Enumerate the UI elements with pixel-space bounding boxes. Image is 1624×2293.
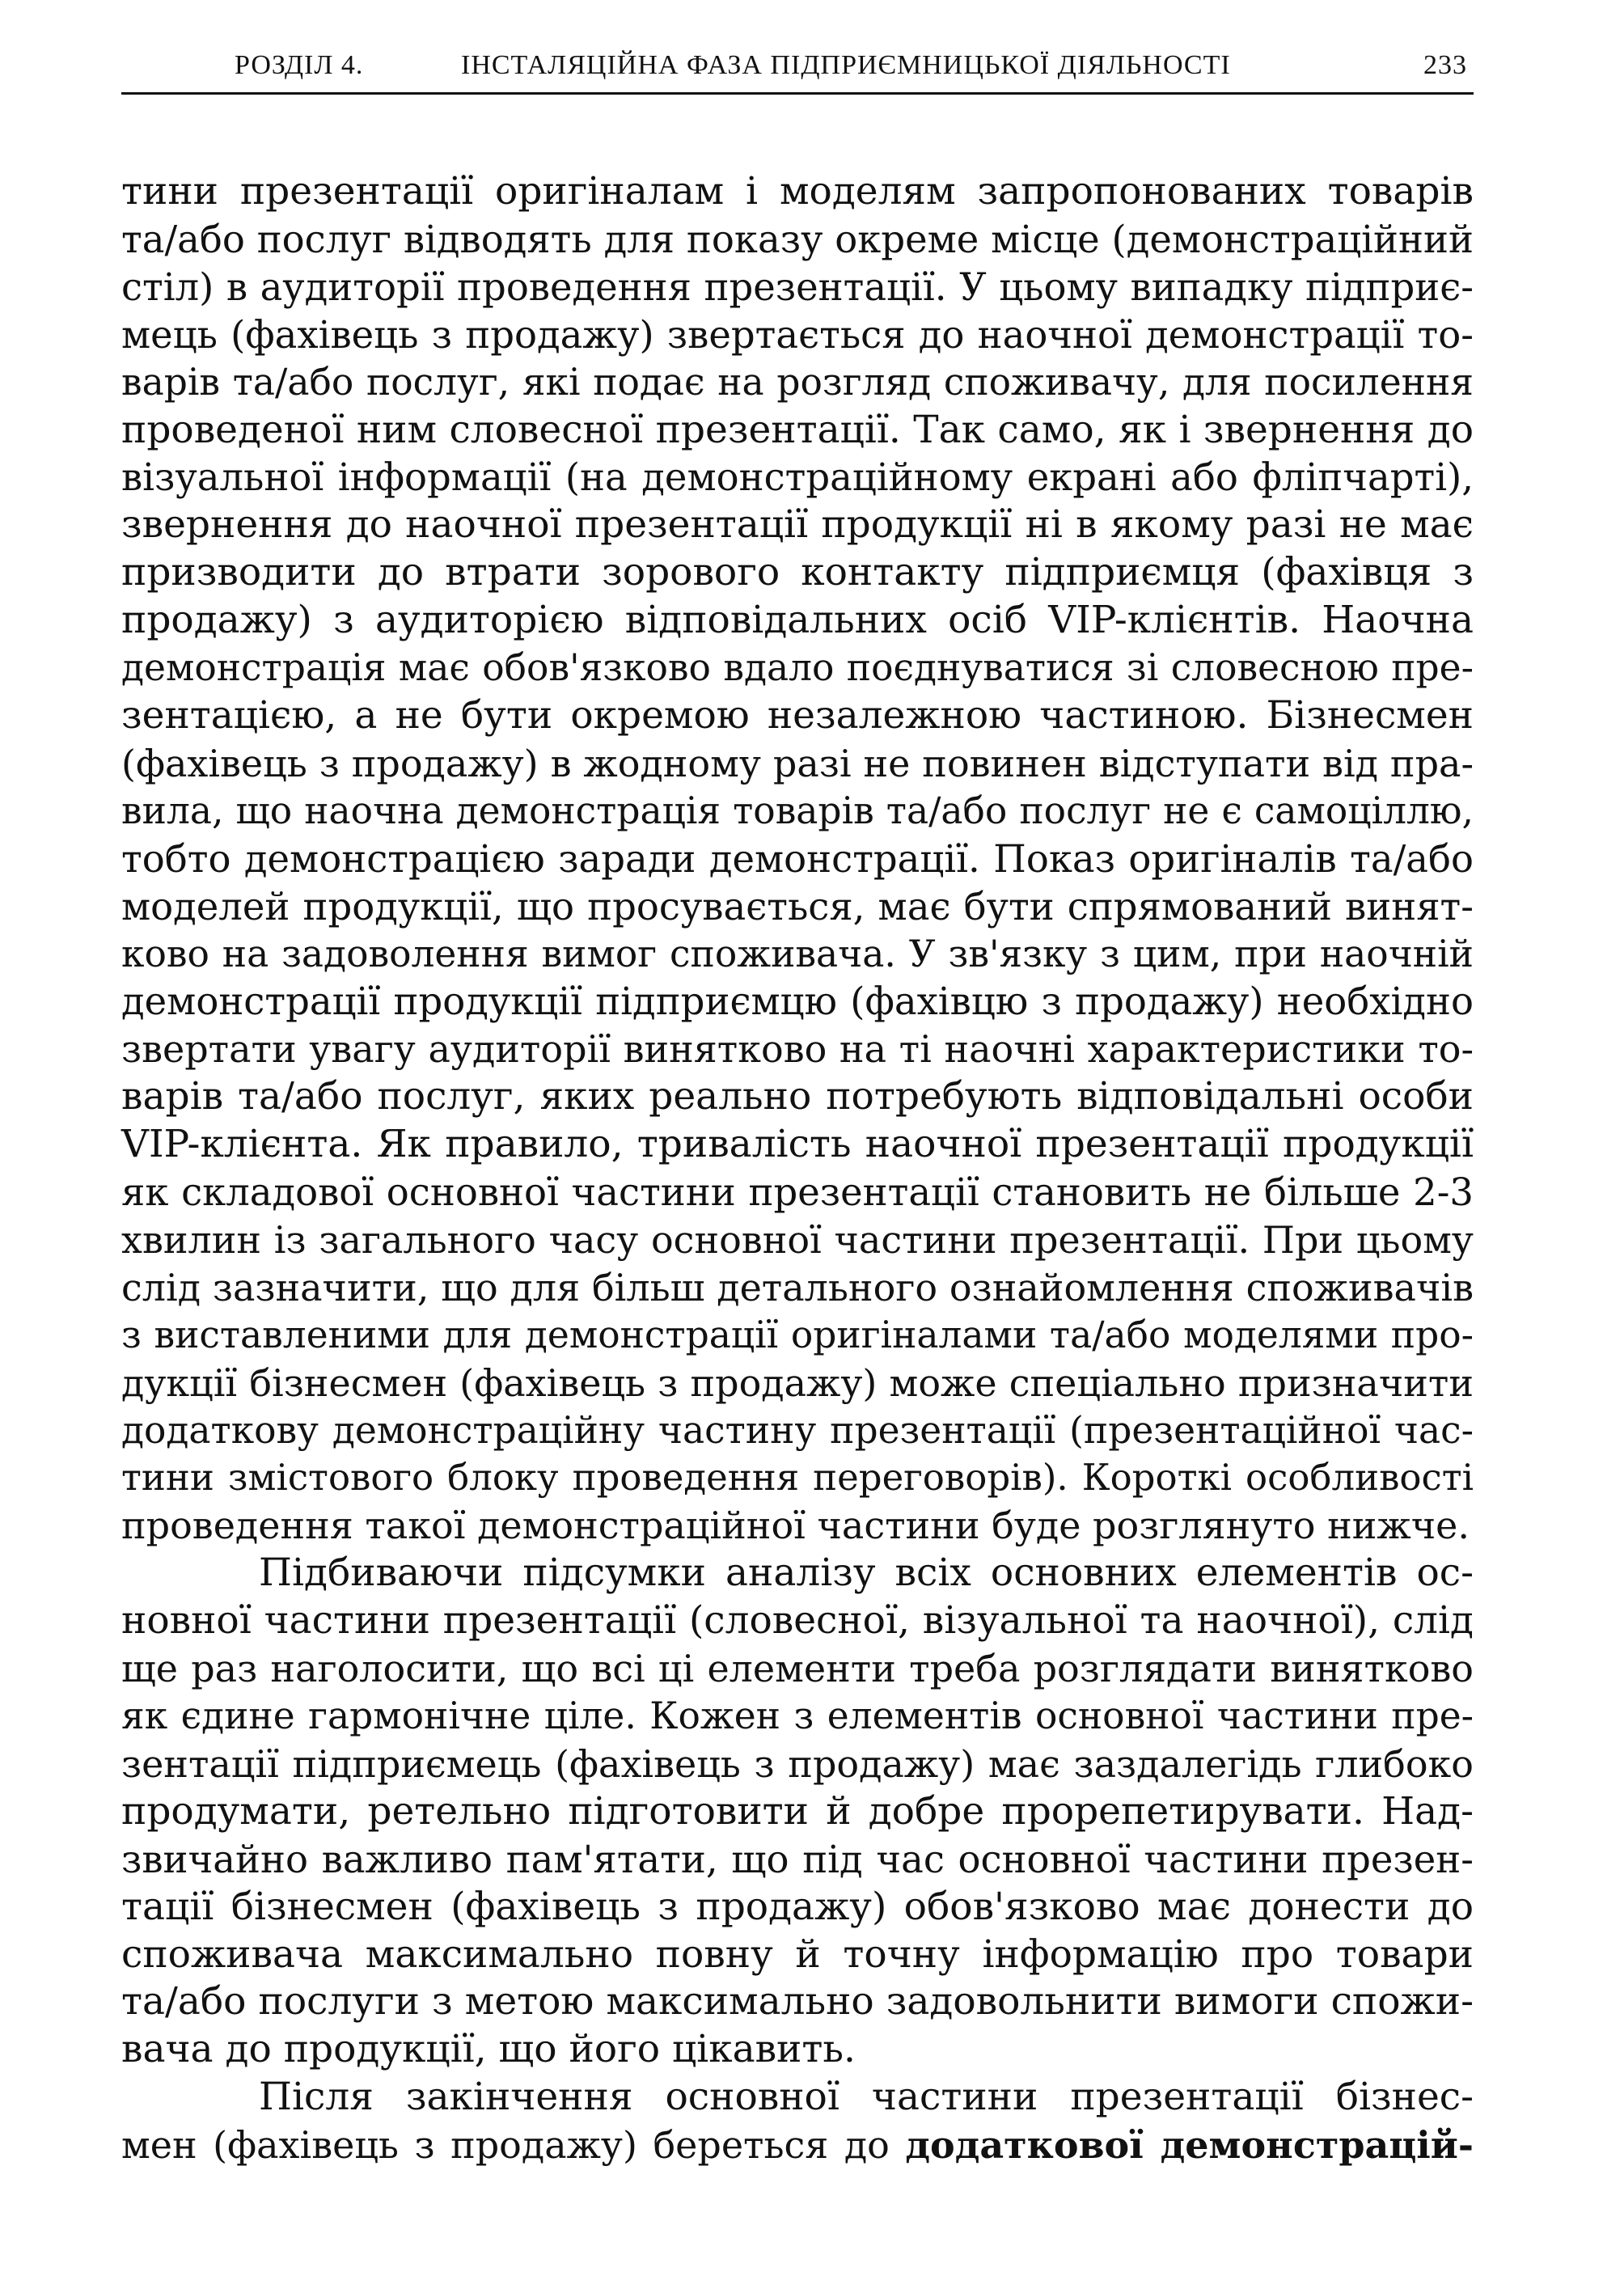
- text-line-final-start: мен (фахівець з продажу) береться до: [121, 2123, 906, 2168]
- text-line: та/або послуг відводять для показу окреме місце (демонстраційний: [121, 217, 1474, 261]
- text-line: візуальної інформації (на демонстраційному екрані або фліпчарті),: [121, 455, 1474, 500]
- text-line: проведення такої демонстраційної частини буде розглянуто нижче.: [121, 1504, 1470, 1548]
- text-line: слід зазначити, що для більш детального ознайомлення споживачів: [121, 1265, 1474, 1309]
- text-line: зентацією, а не бути окремою незалежною частиною. Бізнесмен: [121, 692, 1474, 738]
- text-line: продумати, ретельно підготовити й добре прорепетирувати. Над-: [121, 1788, 1474, 1834]
- text-line: як єдине гармонічне ціле. Кожен з елементів основної частини пре-: [121, 1694, 1474, 1737]
- text-line: Підбиваючи підсумки аналізу всіх основних елементів ос-: [259, 1551, 1474, 1596]
- text-line: споживача максимально повну й точну інформацію про товари: [121, 1931, 1474, 1977]
- text-line: (фахівець з продажу) в жодному разі не повинен відступати від пра-: [121, 741, 1474, 785]
- text-line-final: [121, 2122, 1474, 2169]
- text-line: стіл) в аудиторії проведення презентації. У цьому випадку підприє-: [121, 264, 1474, 309]
- text-line: дукції бізнесмен (фахівець з продажу) може спеціально призначити: [121, 1360, 1474, 1405]
- text-line: ково на задоволення вимог споживача. У зв'язку з цим, при наочній: [121, 932, 1474, 975]
- text-line: зентації підприємець (фахівець з продажу) має заздалегідь глибоко: [121, 1741, 1474, 1786]
- text-line: моделей продукції, що просувається, має бути спрямований винят-: [121, 884, 1474, 929]
- body-text: [121, 168, 1474, 2169]
- text-line: з виставленими для демонстрації оригіналами та/або моделями про-: [121, 1313, 1474, 1356]
- bold-term: додаткової демонстрацій-: [905, 2123, 1474, 2168]
- text-line: звичайно важливо пам'ятати, що під час основної частини презен-: [121, 1837, 1474, 1881]
- text-line: проведеної ним словесної презентації. Так само, як і звернення до: [121, 407, 1474, 452]
- text-line: призводити до втрати зорового контакту підприємця (фахівця з: [121, 550, 1474, 595]
- text-line: варів та/або послуг, які подає на розгляд споживачу, для посилення: [121, 360, 1474, 404]
- text-line: тини презентації оригіналам і моделям запропонованих товарів: [121, 169, 1474, 214]
- text-line: та/або послуги з метою максимально задовольнити вимоги спожи-: [121, 1979, 1474, 2024]
- text-line: ще раз наголосити, що всі ці елементи треба розглядати винятково: [121, 1647, 1474, 1691]
- text-line: демонстрація має обов'язково вдало поєднуватися зі словесною пре-: [121, 646, 1474, 690]
- text-line: мець (фахівець з продажу) звертається до наочної демонстрації то-: [121, 312, 1474, 357]
- header-page-number: 233: [1423, 50, 1467, 80]
- header-chapter-title: ІНСТАЛЯЦІЙНА ФАЗА ПІДПРИЄМНИЦЬКОЇ ДІЯЛЬНОСТІ: [461, 50, 1231, 80]
- text-line: VIP-клієнта. Як правило, тривалість наочної презентації продукції: [121, 1122, 1474, 1167]
- text-line: як складової основної частини презентації становить не більше 2-3: [121, 1170, 1474, 1215]
- text-line: новної частини презентації (словесної, візуальної та наочної), слід: [121, 1598, 1474, 1644]
- text-line: тобто демонстрацією заради демонстрації. Показ оригіналів та/або: [121, 836, 1474, 881]
- text-line: Після закінчення основної частини презентації бізнес-: [259, 2075, 1474, 2120]
- text-line: звернення до наочної презентації продукції ні в якому разі не має: [121, 502, 1474, 548]
- text-line: вача до продукції, що його цікавить.: [121, 2027, 856, 2072]
- text-line: хвилин із загального часу основної частини презентації. При цьому: [121, 1217, 1474, 1262]
- header-section-label: РОЗДІЛ 4.: [235, 50, 364, 80]
- text-line: вила, що наочна демонстрація товарів та/або послуг не є самоціллю,: [121, 789, 1474, 832]
- text-line: звертати увагу аудиторії винятково на ті наочні характеристики то-: [121, 1027, 1474, 1072]
- text-line: варів та/або послуг, яких реально потребують відповідальні особи: [121, 1074, 1474, 1119]
- text-line: додаткову демонстраційну частину презентації (презентаційної час-: [121, 1408, 1474, 1452]
- text-line: демонстрації продукції підприємцю (фахівцю з продажу) необхідно: [121, 979, 1474, 1024]
- text-line: тини змістового блоку проведення переговорів). Короткі особливості: [121, 1456, 1474, 1500]
- text-line: продажу) з аудиторією відповідальних осіб VIP-клієнтів. Наочна: [121, 598, 1474, 643]
- text-line: тації бізнесмен (фахівець з продажу) обов'язково має донести до: [121, 1884, 1474, 1929]
- running-header: [121, 49, 1474, 95]
